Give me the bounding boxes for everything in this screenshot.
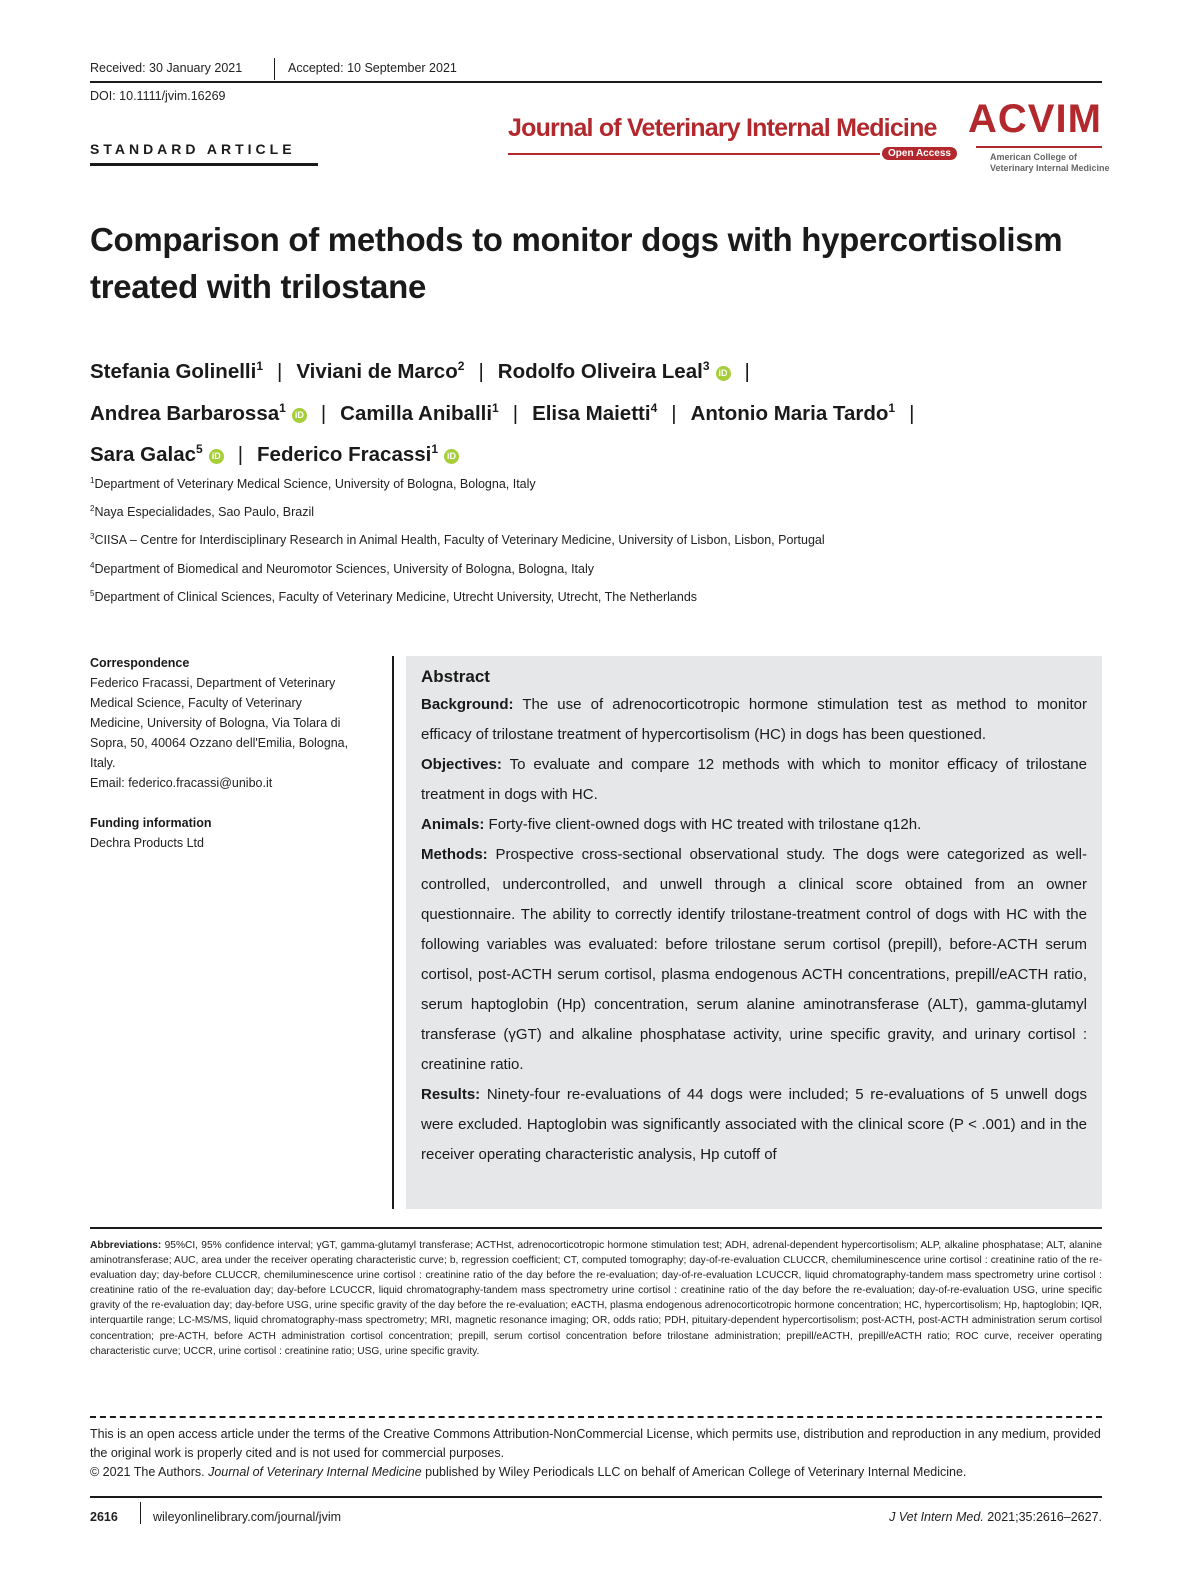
author: Elisa Maietti$^4$ bbox=[532, 400, 658, 425]
acvim-subtitle-line2: Veterinary Internal Medicine bbox=[990, 163, 1110, 173]
author: Camilla Aniballi$^1$ bbox=[340, 400, 499, 425]
received-date: Received: 30 January 2021 bbox=[90, 61, 243, 75]
article-type-rule bbox=[90, 163, 318, 166]
license-text: This is an open access article under the terms of the Creative Commons Attribution-NonCommercial License, which permits use, distribution and reproduction in any medium, provided the original work is properly cited and is not used for commercial purposes. bbox=[90, 1427, 1101, 1460]
affiliation: $^3$CIISA – Centre for Interdisciplinary Research in Animal Health, Faculty of Veterinary Medicine, University of Lisbon, Lisbon, Portugal bbox=[90, 532, 825, 548]
funding-block bbox=[90, 813, 380, 853]
header-rule bbox=[90, 81, 1102, 83]
affiliation: $^4$Department of Biomedical and Neuromotor Sciences, University of Bologna, Bologna, Italy bbox=[90, 561, 595, 577]
author: Stefania Golinelli$^1$ bbox=[90, 359, 263, 383]
abstract bbox=[421, 664, 1087, 1170]
abbreviations-rule bbox=[90, 1227, 1102, 1229]
open-access-badge: Open Access bbox=[882, 147, 957, 160]
orcid-icon[interactable]: iD bbox=[292, 408, 307, 423]
journal-rule bbox=[508, 153, 880, 155]
copyright-line: © 2021 The Authors. Journal of Veterinary Internal Medicine published by Wiley Periodicals LLC on behalf of American College of Veterinary Internal Medicine. bbox=[90, 1465, 967, 1479]
correspondence-heading: Correspondence bbox=[90, 656, 190, 670]
acvim-rule bbox=[976, 146, 1102, 148]
author-line-1: Stefania Golinelli$^1$ | Viviani de Marco$^2$ | Rodolfo Oliveira Leal$^3$ iD | bbox=[90, 359, 750, 383]
author: Antonio Maria Tardo$^1$ bbox=[690, 400, 896, 425]
accepted-date: Accepted: 10 September 2021 bbox=[288, 61, 457, 75]
abstract-heading: Abstract bbox=[421, 667, 490, 686]
correspondence-line: Medical Science, Faculty of Veterinary bbox=[90, 696, 302, 710]
license-rule bbox=[90, 1416, 1102, 1418]
acvim-subtitle-line1: American College of bbox=[990, 152, 1078, 162]
affiliation: $^2$Naya Especialidades, Sao Paulo, Brazil bbox=[90, 504, 315, 520]
abstract-results: Results: Ninety-four re-evaluations of 44 dogs were included; 5 re-evaluations of 5 unwell dogs were excluded. Haptoglobin was significantly associated with the clinical score (P < .001) and in the receiver operating characteristic analysis, Hp cutoff of bbox=[421, 1086, 1087, 1163]
affiliation: $^1$Department of Veterinary Medical Science, University of Bologna, Bologna, Italy bbox=[90, 476, 536, 492]
author-list bbox=[90, 348, 1102, 473]
author: Sara Galac$^5$ iD bbox=[90, 443, 224, 466]
orcid-icon[interactable]: iD bbox=[444, 449, 459, 464]
author: Viviani de Marco$^2$ bbox=[296, 359, 465, 383]
abstract-animals: Animals: Forty-five client-owned dogs with HC treated with trilostane q12h. bbox=[421, 816, 922, 833]
abstract-left-rule bbox=[392, 656, 394, 1209]
abstract-objectives: Objectives: To evaluate and compare 12 methods with which to monitor efficacy of trilostane treatment in dogs with HC. bbox=[421, 756, 1087, 803]
citation: J Vet Intern Med. 2021;35:2616–2627. bbox=[889, 1510, 1102, 1524]
footer-rule bbox=[90, 1496, 1102, 1498]
acvim-subtitle bbox=[990, 152, 1110, 174]
author-line-3: Sara Galac$^5$ iD | Federico Fracassi$^1$ iD bbox=[90, 432, 1102, 474]
author: Andrea Barbarossa$^1$ iD bbox=[90, 402, 307, 425]
article-type: STANDARD ARTICLE bbox=[90, 141, 296, 157]
correspondence-line: Sopra, 50, 40064 Ozzano dell'Emilia, Bologna, bbox=[90, 736, 349, 750]
orcid-icon[interactable]: iD bbox=[716, 366, 731, 381]
correspondence-line: Medicine, University of Bologna, Via Tolara di bbox=[90, 716, 341, 730]
correspondence-block bbox=[90, 653, 380, 793]
abstract-methods: Methods: Prospective cross-sectional observational study. The dogs were categorized as well-controlled, undercontrolled, and unwell through a clinical score obtained from an owner questionnaire. The ability to correctly identify trilostane-treatment control of dogs with HC with the following variables was evaluated: before trilostane serum cortisol (prepill), before-ACTH serum cortisol, post-ACTH serum cortisol, plasma endogenous ACTH concentrations, prepill/eACTH ratio, serum haptoglobin (Hp) concentration, serum alanine aminotransferase (ALT), gamma-glutamyl transferase (γGT) and alkaline phosphatase activity, urine specific gravity, and urinary cortisol : creatinine ratio. bbox=[421, 846, 1087, 1073]
funding-heading: Funding information bbox=[90, 816, 212, 830]
footer-separator bbox=[140, 1502, 141, 1524]
funding-text: Dechra Products Ltd bbox=[90, 836, 204, 850]
title-line-1: Comparison of methods to monitor dogs with hypercortisolism bbox=[90, 221, 1063, 258]
header-separator bbox=[274, 58, 275, 80]
title-line-2: treated with trilostane bbox=[90, 268, 426, 305]
article-title bbox=[90, 216, 1102, 310]
correspondence-email[interactable]: Email: federico.fracassi@unibo.it bbox=[90, 776, 273, 790]
affiliation: $^5$Department of Clinical Sciences, Faculty of Veterinary Medicine, Utrecht University, Utrecht, The Netherlands bbox=[90, 589, 698, 605]
abstract-background: Background: The use of adrenocorticotropic hormone stimulation test as method to monitor efficacy of trilostane treatment of hypercortisolism (HC) in dogs has been questioned. bbox=[421, 696, 1087, 743]
abbreviations-label: Abbreviations: bbox=[90, 1240, 162, 1251]
correspondence-line: Italy. bbox=[90, 756, 116, 770]
doi-link[interactable]: DOI: 10.1111/jvim.16269 bbox=[90, 89, 226, 103]
acvim-logo: ACVIM bbox=[968, 97, 1102, 141]
correspondence-line: Federico Fracassi, Department of Veterinary bbox=[90, 676, 336, 690]
page-number: 2616 bbox=[90, 1510, 118, 1524]
author-line-2: Andrea Barbarossa$^1$ iD | Camilla Aniballi$^1$ | Elisa Maietti$^4$ | Antonio Maria Tardo$^1$ | bbox=[90, 400, 915, 425]
license-block bbox=[90, 1425, 1102, 1482]
orcid-icon[interactable]: iD bbox=[209, 449, 224, 464]
author: Federico Fracassi$^1$ iD bbox=[257, 443, 459, 466]
abbreviations: Abbreviations: 95%CI, 95% confidence interval; γGT, gamma-glutamyl transferase; ACTHst, adrenocorticotropic hormone stimulation test; ADH, adrenal-dependent hypercortisolism; ALP, alkaline phosphatase; ALT, alanine aminotransferase; AUC, area under the receiver operating characteristic curve; b, regression coefficient; CT, computed tomography; day-of-re-evaluation CLUCCR, chemiluminescence urine cortisol : creatinine ratio of the re-evaluation day; day-before CLUCCR, chemiluminescence urine cortisol : creatinine ratio of the day before the re-evaluation; day-of-re-evaluation LCUCCR, liquid chromatography-tandem mass spectrometry urine cortisol : creatinine ratio of the re-evaluation day; day-before LCUCCR, liquid chromatography-tandem mass spectrometry urine cortisol : creatinine ratio of the day before the re-evaluation; day-of-re-evaluation USG, urine specific gravity of the re-evaluation day; day-before USG, urine specific gravity of the day before the re-evaluation; eACTH, plasma endogenous adrenocorticotropic hormone concentration; HC, hypercortisolism; Hp, haptoglobin; IQR, interquartile range; LC-MS/MS, liquid chromatography-mass spectrometry; MRI, magnetic resonance imaging; OR, odds ratio; PDH, pituitary-dependent hypercortisolism; post-ACTH, post-ACTH administration serum cortisol concentration; pre-ACTH, before ACTH administration cortisol concentration; prepill, serum cortisol concentration before trilostane administration; prepill/eACTH, prepill/eACTH ratio; ROC curve, receiver operating characteristic curve; UCCR, urine cortisol : creatinine ratio; USG, urine specific gravity. bbox=[90, 1240, 1102, 1357]
author: Rodolfo Oliveira Leal$^3$ iD bbox=[498, 360, 731, 383]
journal-url-link[interactable]: wileyonlinelibrary.com/journal/jvim bbox=[153, 1510, 342, 1524]
journal-name: Journal of Veterinary Internal Medicine bbox=[508, 114, 937, 142]
